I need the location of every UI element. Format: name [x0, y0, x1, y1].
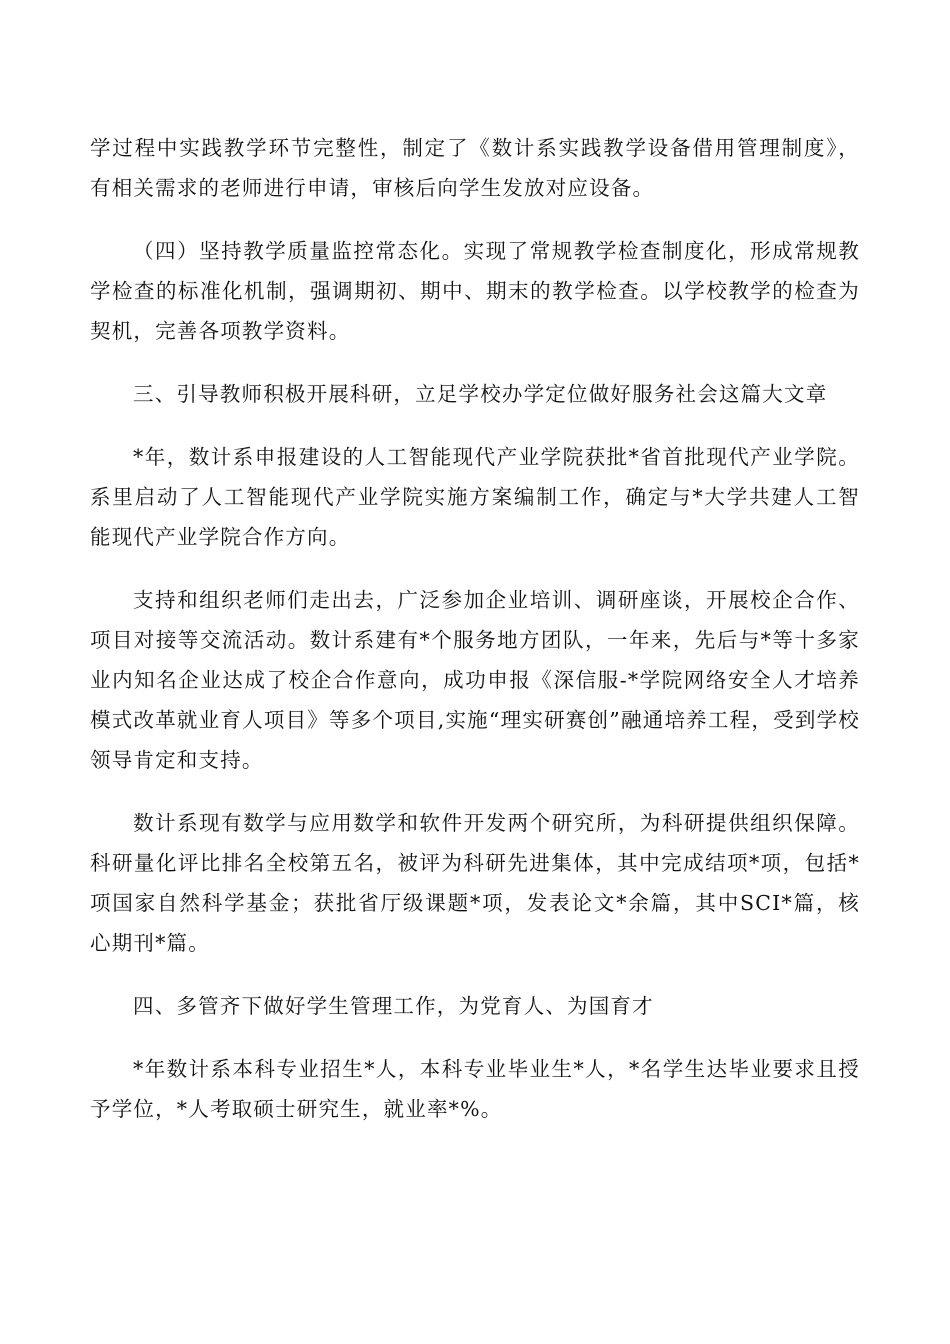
paragraph-quality-monitoring: （四）坚持教学质量监控常态化。实现了常规教学检查制度化，形成常规教学检查的标准化机制，强调期初、期中、期末的教学检查。以学校教学的检查为契机，完善各项教学资料。 — [90, 239, 860, 343]
paragraph-enrollment: *年数计系本科专业招生*人，本科专业毕业生*人，*名学生达毕业要求且授予学位，*人考取硕士研究生，就业率*%。 — [90, 1057, 860, 1121]
paragraph-enterprise-cooperation: 支持和组织老师们走出去，广泛参加企业培训、调研座谈，开展校企合作、项目对接等交流活动。数计系建有*个服务地方团队，一年来，先后与*等十多家业内知名企业达成了校企合作意向，成功申报《深信服-*学院网络安全人才培养模式改革就业育人项目》等多个项目,实施“理实研赛创”融通培养工程，受到学校领导肯定和支持。 — [90, 588, 860, 772]
section-heading-research: 三、引导教师积极开展科研，立足学校办学定位做好服务社会这篇大文章 — [133, 382, 828, 406]
document-body — [90, 128, 860, 1152]
section-heading-student-management: 四、多管齐下做好学生管理工作，为党育人、为国育才 — [133, 994, 654, 1018]
paragraph-continuation: 学过程中实践教学环节完整性，制定了《数计系实践教学设备借用管理制度》，有相关需求的老师进行申请，审核后向学生发放对应设备。 — [90, 136, 860, 200]
paragraph-ai-college: *年，数计系申报建设的人工智能现代产业学院获批*省首批现代产业学院。系里启动了人工智能现代产业学院实施方案编制工作，确定与*大学共建人工智能现代产业学院合作方向。 — [90, 445, 860, 549]
paragraph-research-institutes: 数计系现有数学与应用数学和软件开发两个研究所，为科研提供组织保障。科研量化评比排名全校第五名，被评为科研先进集体，其中完成结项*项，包括*项国家自然科学基金；获批省厅级课题*项，发表论文*余篇，其中SCI*篇，核心期刊*篇。 — [90, 811, 860, 955]
